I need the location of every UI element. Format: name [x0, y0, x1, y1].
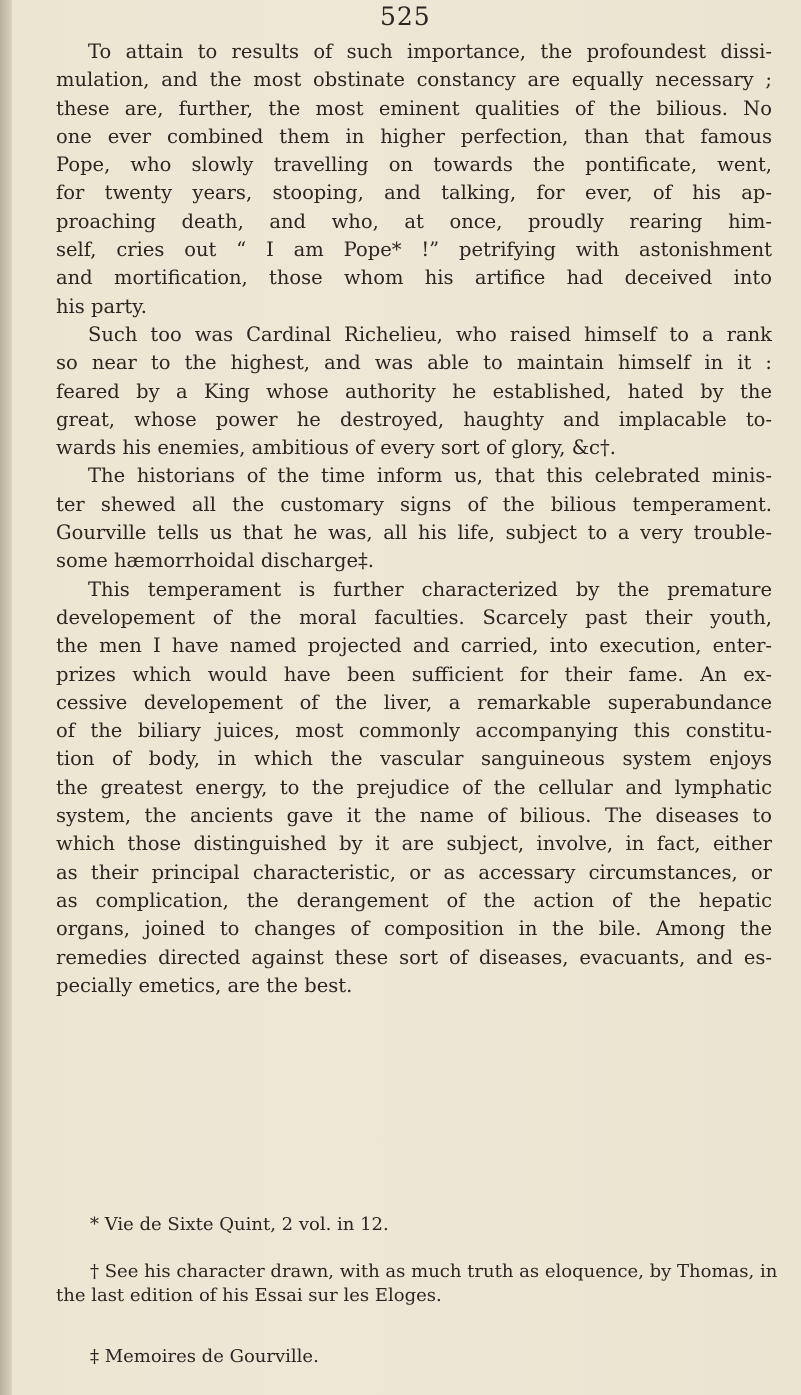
text-line: pecially emetics, are the best.	[56, 973, 353, 997]
text-line: tion of body, in which the vascular sanguineous system enjoys	[56, 747, 772, 771]
text-line: organs, joined to changes of composition in the bile. Among the	[56, 917, 772, 941]
text-line: wards his enemies, ambitious of every sort of glory, &c†.	[56, 436, 616, 460]
text-line: so near to the highest, and was able to maintain himself in it :	[56, 351, 772, 375]
text-line: mulation, and the most obstinate constancy are equally necessary ;	[56, 68, 772, 92]
binding-edge	[0, 0, 12, 1395]
text-line: self, cries out “ I am Pope* !” petrifying with astonishment	[56, 238, 772, 262]
footnotes	[56, 1210, 778, 1372]
text-line: system, the ancients gave it the name of bilious. The diseases to	[56, 804, 772, 828]
text-line: remedies directed against these sort of diseases, evacuants, and es-	[56, 945, 772, 969]
text-line: proaching death, and who, at once, proudly rearing him-	[56, 209, 772, 233]
text-line: feared by a King whose authority he established, hated by the	[56, 379, 772, 403]
text-line: the greatest energy, to the prejudice of the cellular and lymphatic	[56, 775, 772, 799]
text-line: developement of the moral faculties. Scarcely past their youth,	[56, 605, 772, 629]
page-number: 525	[380, 2, 431, 31]
text-line: these are, further, the most eminent qualities of the bilious. No	[56, 96, 772, 120]
footnote-1: * Vie de Sixte Quint, 2 vol. in 12.	[90, 1214, 389, 1235]
text-line: To attain to results of such importance, the profoundest dissi-	[88, 40, 772, 63]
text-line: some hæmorrhoidal discharge‡.	[56, 549, 374, 573]
text-line: the men I have named projected and carried, into execution, enter-	[56, 634, 772, 658]
body-text	[56, 38, 772, 1000]
text-line: Pope, who slowly travelling on towards the pontificate, went,	[56, 153, 772, 177]
text-line: Gourville tells us that he was, all his life, subject to a very trouble-	[56, 521, 772, 545]
text-line: The historians of the time inform us, that this celebrated minis-	[88, 464, 772, 488]
text-line: Such too was Cardinal Richelieu, who raised himself to a rank	[88, 322, 772, 346]
footnote-2: † See his character drawn, with as much truth as eloquence, by Thomas, in	[90, 1261, 778, 1282]
text-line: of the biliary juices, most commonly accompanying this constitu-	[56, 719, 772, 743]
text-line: great, whose power he destroyed, haughty and implacable to-	[56, 407, 772, 431]
text-line: as complication, the derangement of the action of the hepatic	[56, 888, 772, 912]
text-line: and mortification, those whom his artifice had deceived into	[56, 266, 772, 290]
text-line: This temperament is further characterized by the premature	[88, 577, 772, 601]
footnote-3: ‡ Memoires de Gourville.	[90, 1346, 319, 1367]
text-line: one ever combined them in higher perfection, than that famous	[56, 124, 772, 148]
text-line: as their principal characteristic, or as accessary circumstances, or	[56, 860, 772, 884]
text-line: ter shewed all the customary signs of the bilious temperament.	[56, 492, 772, 516]
text-line: prizes which would have been sufficient for their fame. An ex-	[56, 662, 772, 686]
text-line: which those distinguished by it are subject, involve, in fact, either	[56, 832, 772, 856]
text-line: his party.	[56, 294, 147, 318]
text-line: for twenty years, stooping, and talking, for ever, of his ap-	[56, 181, 772, 205]
footnote-2-continued: the last edition of his Essai sur les Eloges.	[56, 1285, 442, 1306]
text-line: cessive developement of the liver, a remarkable superabundance	[56, 690, 772, 714]
